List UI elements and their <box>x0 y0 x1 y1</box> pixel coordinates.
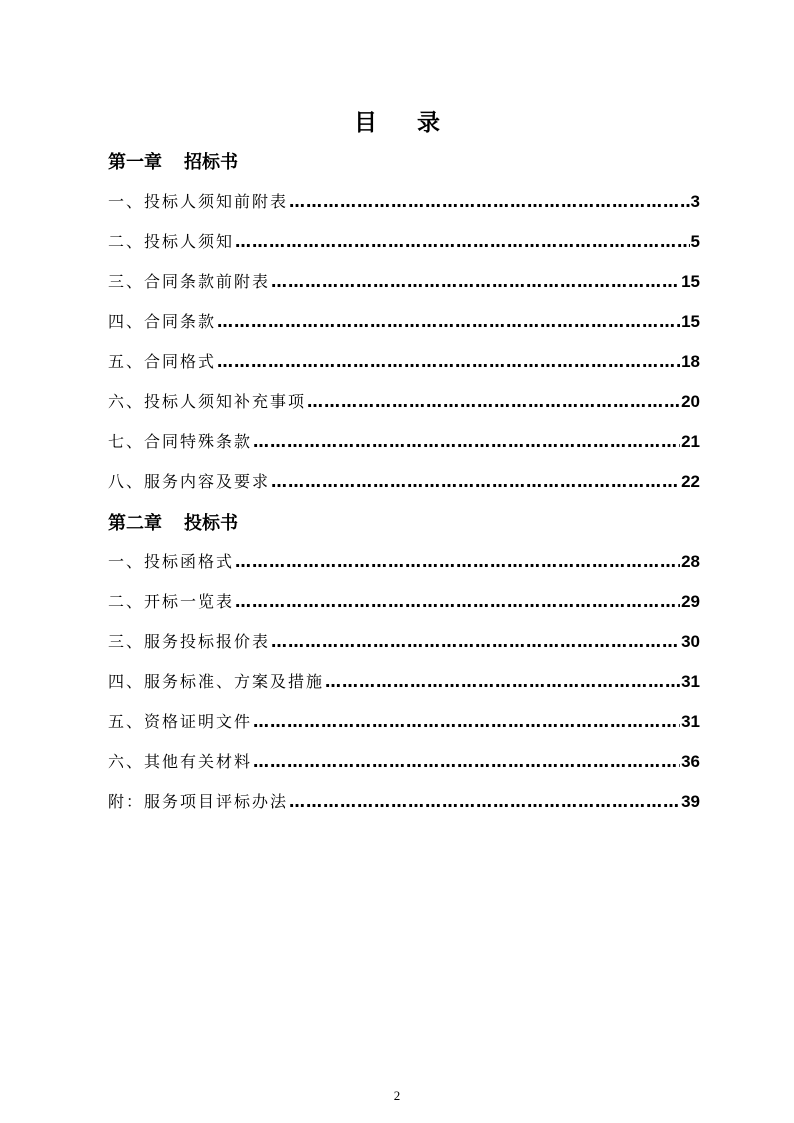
toc-entry-label: 一、投标人须知前附表 <box>108 192 289 211</box>
toc-entry-page: 18 <box>681 352 700 371</box>
page-number: 2 <box>393 1088 401 1103</box>
toc-entry[interactable] <box>108 629 700 653</box>
toc-entry-page: 31 <box>681 712 700 731</box>
toc-entry[interactable] <box>108 789 700 813</box>
toc-entry-page: 39 <box>681 792 700 811</box>
toc-leader-dots <box>235 552 680 571</box>
toc-leader-dots <box>307 392 680 411</box>
toc-entry-label: 三、服务投标报价表 <box>108 632 271 651</box>
toc-leader-dots <box>217 352 680 371</box>
toc-entry-page: 30 <box>681 632 700 651</box>
toc-entry[interactable] <box>108 389 700 413</box>
toc-entry[interactable] <box>108 429 700 453</box>
chapter-name: 招标书 <box>184 152 238 173</box>
toc-entry-page: 20 <box>681 392 700 411</box>
toc-entry-page: 36 <box>681 752 700 771</box>
page-title: 目录 <box>354 110 480 136</box>
toc-entry[interactable] <box>108 309 700 333</box>
toc-entry[interactable] <box>108 549 700 573</box>
toc-leader-dots <box>253 712 680 731</box>
toc-entry-label: 二、投标人须知 <box>108 232 235 251</box>
toc-entry-page: 5 <box>690 232 700 251</box>
chapter-heading-2 <box>108 509 238 535</box>
toc-entry[interactable] <box>108 269 700 293</box>
toc-entry-label: 三、合同条款前附表 <box>108 272 271 291</box>
chapter-number: 第一章 <box>108 152 162 173</box>
toc-entry-label: 七、合同特殊条款 <box>108 432 253 451</box>
toc-entry-label: 二、开标一览表 <box>108 592 235 611</box>
toc-entry[interactable] <box>108 669 700 693</box>
toc-entry[interactable] <box>108 469 700 493</box>
chapter-number: 第二章 <box>108 513 162 534</box>
toc-entry-label: 一、投标函格式 <box>108 552 235 571</box>
toc-entry[interactable] <box>108 189 700 213</box>
toc-entry-page: 22 <box>681 472 700 491</box>
toc-leader-dots <box>289 792 680 811</box>
toc-entry-page: 29 <box>681 592 700 611</box>
toc-leader-dots <box>235 232 690 251</box>
toc-entry-label: 五、资格证明文件 <box>108 712 253 731</box>
toc-leader-dots <box>325 672 680 691</box>
toc-leader-dots <box>289 192 690 211</box>
toc-entry[interactable] <box>108 589 700 613</box>
toc-entry-label: 四、合同条款 <box>108 312 217 331</box>
toc-entry-label: 五、合同格式 <box>108 352 217 371</box>
toc-entry-page: 15 <box>681 272 700 291</box>
toc-entry[interactable] <box>108 349 700 373</box>
toc-entry[interactable] <box>108 229 700 253</box>
toc-entry-page: 28 <box>681 552 700 571</box>
toc-leader-dots <box>271 472 680 491</box>
toc-entry-label: 六、其他有关材料 <box>108 752 253 771</box>
toc-entry-page: 15 <box>681 312 700 331</box>
toc-leader-dots <box>253 432 680 451</box>
chapter-heading-1 <box>108 148 238 174</box>
toc-entry[interactable] <box>108 709 700 733</box>
toc-leader-dots <box>271 272 680 291</box>
toc-entry-page: 3 <box>690 192 700 211</box>
toc-entry-label: 六、投标人须知补充事项 <box>108 392 307 411</box>
toc-entry-page: 21 <box>681 432 700 451</box>
toc-entry-label: 四、服务标准、方案及措施 <box>108 672 325 691</box>
chapter-name: 投标书 <box>184 513 238 534</box>
toc-entry-page: 31 <box>681 672 700 691</box>
toc-entry-label: 八、服务内容及要求 <box>108 472 271 491</box>
toc-entry-label: 附：服务项目评标办法 <box>108 792 289 811</box>
toc-leader-dots <box>217 312 680 331</box>
toc-leader-dots <box>253 752 680 771</box>
toc-leader-dots <box>235 592 680 611</box>
toc-entry[interactable] <box>108 749 700 773</box>
toc-leader-dots <box>271 632 680 651</box>
